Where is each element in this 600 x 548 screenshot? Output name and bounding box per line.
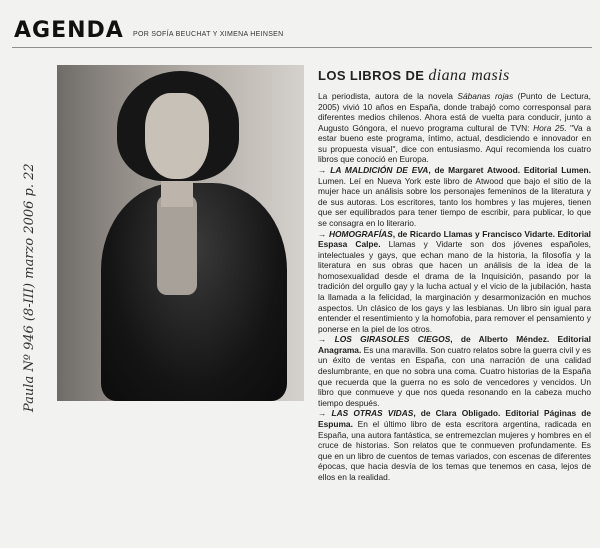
arrow-icon: → — [318, 228, 327, 239]
book-title: LAS OTRAS VIDAS — [331, 408, 414, 419]
intro-text-2: (Punto de Lectura, 2005) vivió 10 años en España, donde trabajó como corresponsal para diferentes medios chilenos. Ahora está de vuelta para conducir, junto a Augusto Góngora, el nuevo programa cultural de TVN: — [318, 91, 591, 133]
article-title-name: diana masis — [428, 67, 510, 84]
book-entry — [318, 229, 591, 335]
intro-text-3: . "Va a estar bueno este programa, íntimo, actual, desdiciendo e innovador en su propuesta visual", dice con entusiasmo. Aquí recomienda los cuatro libros que conoció en Europa. — [318, 122, 592, 165]
arrow-icon: → — [318, 165, 327, 176]
book-entry — [318, 165, 591, 228]
book-review: Llamas y Vidarte son dos jóvenes españoles, intelectuales y gays, que echan mano de la historia, la filosofía y la literatura en sus obras que hacen un análisis de la idea de la homosexualidad desde el drama de la Inquisición, pasando por la tradición del orgullo gay y la lucha actual y el vicio de la jubilación, hasta la llamada a la felicidad, la marginación y desarmonización en muchos aspectos. Un clásico de los gays y las lesbianas. Un libro sin igual para entender el resentimiento y la homofobia, para remover el pensamiento y ponerse en la piel de los otros. — [318, 239, 591, 334]
book-author: , de Clara Obligado. Editorial Páginas de Espuma. — [318, 408, 592, 429]
article-body — [318, 91, 591, 482]
book-author: , de Alberto Méndez. Editorial Anagrama. — [318, 334, 591, 355]
header-rule — [12, 47, 592, 48]
author-photo — [57, 65, 304, 401]
article-title — [318, 67, 588, 85]
byline: POR SOFÍA BEUCHAT Y XIMENA HEINSEN — [133, 31, 284, 38]
arrow-icon: → — [318, 408, 327, 419]
intro-show-title: Hora 25 — [533, 122, 565, 133]
book-review: En el último libro de esta escritora argentina, radicada en España, una autora fantástica, se entremezclan mujeres y hombres en el cruce de historias. Son relatos que te conmueven profundamente. Es que en un libro de cuentos de temas variados, con escenas de diferentes épocas, que hacia desvía de los temas que tenemos en casa, lejos de ellos en la realidad. — [318, 418, 591, 482]
article-intro — [318, 91, 591, 165]
section-title: AGENDA — [14, 18, 124, 43]
book-entry — [318, 408, 591, 482]
photo-face — [145, 93, 209, 179]
photo-chest — [157, 195, 197, 295]
book-author: , de Margaret Atwood. Editorial Lumen. — [428, 165, 592, 176]
book-title: LA MALDICIÓN DE EVA — [330, 165, 429, 176]
intro-text-1: La periodista, autora de la novela — [318, 91, 458, 101]
arrow-icon: → — [318, 334, 327, 345]
book-review: Lumen. Leí en Nueva York este libro de Atwood que bajo el sitio de la mujer hace un análisis sobre los personajes femeninos de la literatura y de sus autoras. Los escritores, tanto los hombres y las mujeres, tienen que ser equilibrados para tener tiempo de escribir, para publicar, lo que se consagra en lo literario. — [318, 175, 591, 228]
book-title: HOMOGRAFÍAS — [328, 228, 393, 239]
book-title: LOS GIRASOLES CIEGOS — [334, 334, 451, 345]
book-review: Es una maravilla. Son cuatro relatos sobre la guerra civil y es un éxito de ventas en España, con una narración de una calidad deslumbrante, en que no sobra una coma. Cuatro historias de la España que recuerda que la guerra no es solo de vencedores y vencidos. Un libro que conmueve y que nos queda resonando en la cabeza mucho tiempo después. — [318, 344, 591, 408]
intro-book-title: Sábanas rojas — [457, 91, 514, 101]
book-author: , de Ricardo Llamas y Francisco Vidarte. Editorial Espasa Calpe. — [318, 228, 591, 250]
book-entry — [318, 334, 591, 408]
handwritten-note: Paula Nº 946 (8-III) marzo 2006 p. 22 — [22, 163, 37, 412]
article-title-prefix: LOS LIBROS DE — [318, 68, 425, 83]
